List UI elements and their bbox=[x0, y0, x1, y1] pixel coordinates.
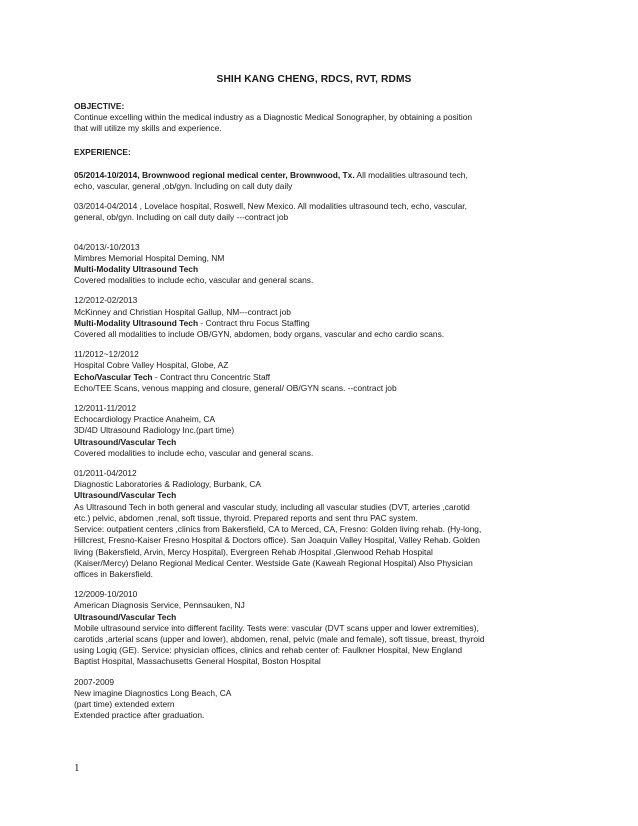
job-description: (part time) extended extern bbox=[74, 698, 175, 709]
job-line bbox=[74, 170, 554, 181]
job-description: offices in Bakersfield. bbox=[74, 568, 153, 579]
objective-line: Continue excelling within the medical industry as a Diagnostic Medical Sonographer, by obtaining a position bbox=[74, 112, 473, 123]
job-anaheim bbox=[74, 403, 554, 459]
job-line: 03/2014-04/2014 , Lovelace hospital, Roswell, New Mexico. All modalities ultrasound tech, echo, vascular, bbox=[74, 201, 467, 212]
job-dates: 01/2011-04/2012 bbox=[74, 468, 137, 479]
job-modalities: All modalities ultrasound tech, bbox=[354, 169, 468, 180]
job-employer: Diagnostic Laboratories & Radiology, Burbank, CA bbox=[74, 479, 261, 490]
objective-heading: OBJECTIVE: bbox=[74, 101, 125, 111]
page-number: 1 bbox=[74, 762, 80, 774]
job-dates: 12/2009-10/2010 bbox=[74, 589, 138, 600]
job-title-line bbox=[74, 372, 554, 383]
job-description: living (Bakersfield, Arvin, Mercy Hospital), Evergreen Rehab /Hospital ,Glenwood Rehab Hospital bbox=[74, 546, 433, 557]
job-contract: - Contract thru Focus Staffing bbox=[198, 317, 310, 328]
job-employer: Hospital Cobre Valley Hospital, Globe, AZ bbox=[74, 360, 229, 371]
job-lovelace bbox=[74, 201, 554, 223]
job-description: Echo/TEE Scans, venous mapping and closure, general/ OB/GYN scans. --contract job bbox=[74, 382, 397, 393]
resume-title: SHIH KANG CHENG, RDCS, RVT, RDMS bbox=[216, 74, 412, 85]
job-description: Covered all modalities to include OB/GYN, abdomen, body organs, vascular and echo cardio scans. bbox=[74, 329, 445, 340]
job-title: Multi-Modality Ultrasound Tech bbox=[74, 264, 199, 275]
job-contract: - Contract thru Concentric Staff bbox=[152, 371, 271, 382]
job-brownwood bbox=[74, 170, 554, 192]
job-employer: McKinney and Christian Hospital Gallup, NM---contract job bbox=[74, 306, 291, 317]
job-description: Extended practice after graduation. bbox=[74, 710, 205, 721]
job-mckinney bbox=[74, 295, 554, 340]
job-line: general, ob/gyn. Including on call duty daily ---contract job bbox=[74, 212, 289, 223]
job-dates: 12/2011-11/2012 bbox=[74, 403, 137, 414]
job-description: etc.) pelvic, abdomen ,renal, soft tissue, thyroid. Prepared reports and sent thru PAC system. bbox=[74, 512, 418, 523]
experience-heading: EXPERIENCE: bbox=[74, 146, 131, 157]
job-description: Mobile ultrasound service into different facility. Tests were: vascular (DVT scans upper and lower extremities), bbox=[74, 622, 479, 633]
job-title: Multi-Modality Ultrasound Tech bbox=[74, 317, 199, 328]
job-title: Ultrasound/Vascular Tech bbox=[74, 611, 177, 622]
objective-line: that will utilize my skills and experience. bbox=[74, 123, 222, 134]
job-title: Ultrasound/Vascular Tech bbox=[74, 490, 177, 501]
job-title: Ultrasound/Vascular Tech bbox=[74, 436, 177, 447]
job-longbeach bbox=[74, 677, 554, 722]
job-description: Service: outpatient centers ,clinics from Bakersfield, CA to Merced, CA, Fresno: Golden living rehab. (Hy-long, bbox=[74, 524, 482, 535]
job-description: carotids ,arterial scans (upper and lower), abdomen, renal, pelvic (male and female), soft tissue, breast, thyroid bbox=[74, 633, 485, 644]
job-employer: Mimbres Memorial Hospital Deming, NM bbox=[74, 252, 225, 263]
job-burbank bbox=[74, 468, 554, 580]
job-description: As Ultrasound Tech in both general and vascular study, including all vascular studies (DVT, arteries ,carotid bbox=[74, 501, 470, 512]
job-description: Hillcrest, Fresno-Kaiser Fresno Hospital & Doctors office). San Joaquin Valley Hospital, Valley Rehab. Golden bbox=[74, 535, 480, 546]
job-dates: 11/2012~12/2012 bbox=[74, 349, 139, 360]
job-dates: 04/2013/-10/2013 bbox=[74, 241, 140, 252]
job-description: Baptist Hospital, Massachusetts General Hospital, Boston Hospital bbox=[74, 656, 321, 667]
job-description: using Logiq (GE). Service: physician offices, clinics and rehab center of: Faulkner Hospital, New England bbox=[74, 645, 463, 656]
job-dates: 2007-2009 bbox=[74, 676, 115, 687]
job-pennsauken bbox=[74, 589, 554, 667]
job-employer: Echocardiology Practice Anaheim, CA bbox=[74, 414, 216, 425]
job-line: echo, vascular, general ,ob/gyn. Including on call duty daily bbox=[74, 181, 293, 192]
resume-content bbox=[74, 101, 554, 721]
job-dates: 12/2012-02/2013 bbox=[74, 295, 138, 306]
job-dates-employer: 05/2014-10/2014, Brownwood regional medical center, Brownwood, Tx. bbox=[74, 169, 355, 180]
job-employer: New imagine Diagnostics Long Beach, CA bbox=[74, 687, 232, 698]
job-employer: 3D/4D Ultrasound Radiology Inc.(part time) bbox=[74, 425, 235, 436]
job-description: Covered modalities to include echo, vascular and general scans. bbox=[74, 275, 314, 286]
job-cobre bbox=[74, 349, 554, 394]
job-employer: American Diagnosis Service, Pennsauken, NJ bbox=[74, 600, 245, 611]
job-description: (Kaiser/Mercy) Delano Regional Medical Center. Westside Gate (Kaweah Regional Hospital) Also Physician bbox=[74, 557, 473, 568]
job-title-line bbox=[74, 318, 554, 329]
job-mimbres bbox=[74, 242, 554, 287]
job-description: Covered modalities to include echo, vascular and general scans. bbox=[74, 447, 314, 458]
job-title: Echo/Vascular Tech bbox=[74, 371, 153, 382]
